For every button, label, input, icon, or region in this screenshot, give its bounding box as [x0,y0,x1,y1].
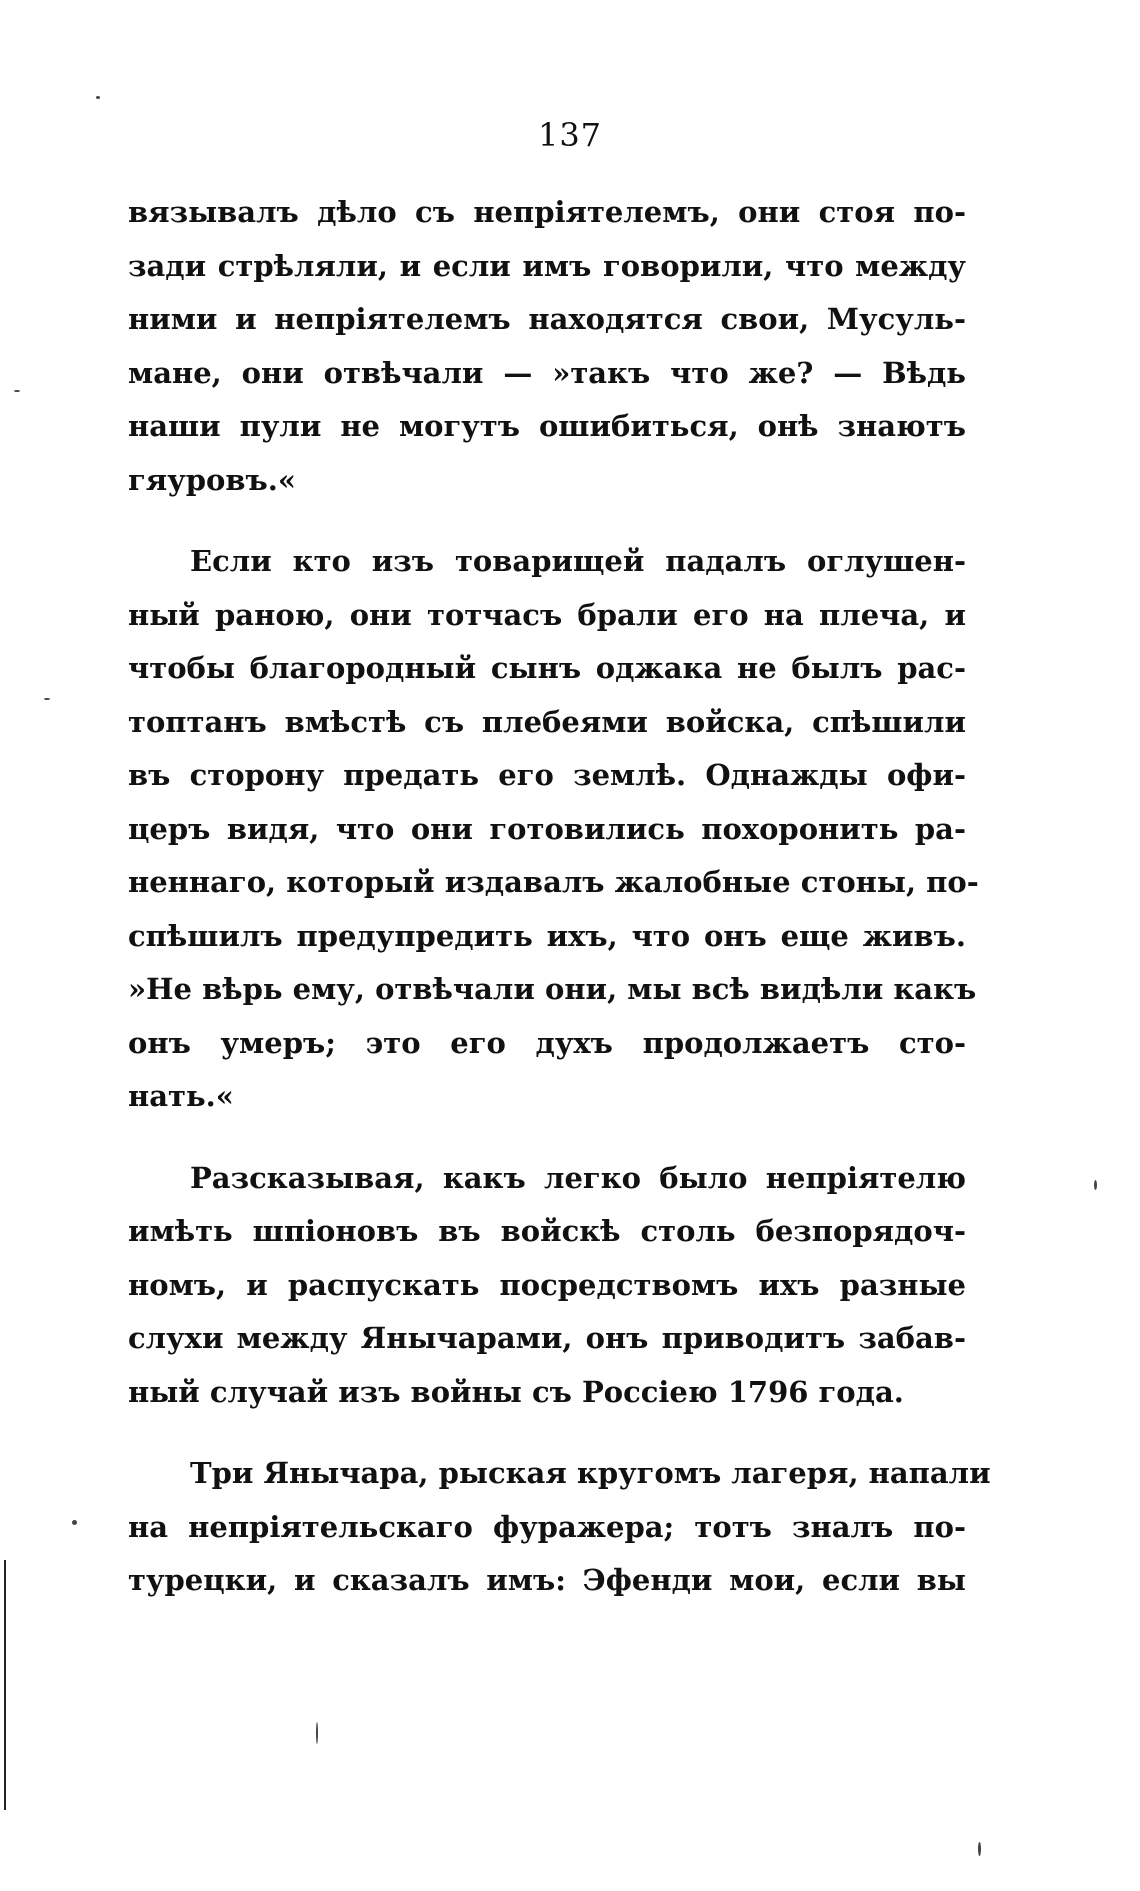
text-line: Три Янычара, рыская кругомъ лагеря, напали [190,1456,991,1490]
text-line: мане, они отвѣчали — »такъ что же? — Вѣдь [128,355,966,390]
text-line: вязывалъ дѣло съ непріятелемъ, они стоя по- [128,195,966,229]
text-line: зади стрѣляли, и если имъ говорили, что между [128,248,966,283]
text-line: неннаго, который издавалъ жалобные стоны, по- [128,865,979,899]
text-line: спѣшилъ предупредить ихъ, что онъ еще живъ. [128,918,966,953]
text-line: чтобы благородный сынъ оджака не былъ рас- [128,651,966,685]
text-line: въ сторону предать его землѣ. Однажды офи- [128,758,966,792]
scan-speck [316,1722,318,1744]
text-line: Разсказывая, какъ легко было непріятелю [190,1160,966,1195]
scan-speck [96,96,100,99]
text-line: гяуровъ.« [128,462,296,497]
text-line: турецки, и сказалъ имъ: Эфенди мои, если вы [128,1563,966,1597]
text-line: »Не вѣрь ему, отвѣчали они, мы всѣ видѣли какъ [128,972,977,1006]
scan-speck [44,698,50,700]
text-line: имѣть шпіоновъ въ войскѣ столь безпорядоч- [128,1214,966,1248]
text-line: ный раною, они тотчасъ брали его на плеча, и [128,597,966,632]
text-line: онъ умеръ; это его духъ продолжаетъ сто- [128,1025,966,1060]
scan-speck [72,1520,77,1525]
scan-speck [978,1842,981,1856]
text-line: топтанъ вмѣстѣ съ плебеями войска, спѣшили [128,704,966,739]
scan-speck [1094,1180,1097,1190]
text-line: слухи между Янычарами, онъ приводитъ забав- [128,1321,966,1355]
text-line: Если кто изъ товарищей падалъ оглушен- [190,544,966,578]
paragraph-4 [128,1447,991,1608]
scan-margin-line [4,1560,6,1810]
scan-speck [14,390,20,392]
text-line: наши пули не могутъ ошибиться, онѣ знаютъ [128,409,966,443]
body-text [128,186,991,1608]
text-line: на непріятельскаго фуражера; тотъ зналъ по- [128,1509,966,1544]
text-line: ними и непріятелемъ находятся свои, Мусуль- [128,302,966,336]
paragraph-1 [128,186,966,507]
text-line: нать.« [128,1079,234,1113]
paragraph-3 [128,1152,966,1420]
text-line: ный случай изъ войны съ Россіею 1796 года. [128,1374,904,1409]
paragraph-2 [128,535,979,1124]
text-line: номъ, и распускать посредствомъ ихъ разные [128,1267,966,1302]
text-line: церъ видя, что они готовились похоронить ра- [128,811,966,846]
page-number: 137 [537,116,603,154]
